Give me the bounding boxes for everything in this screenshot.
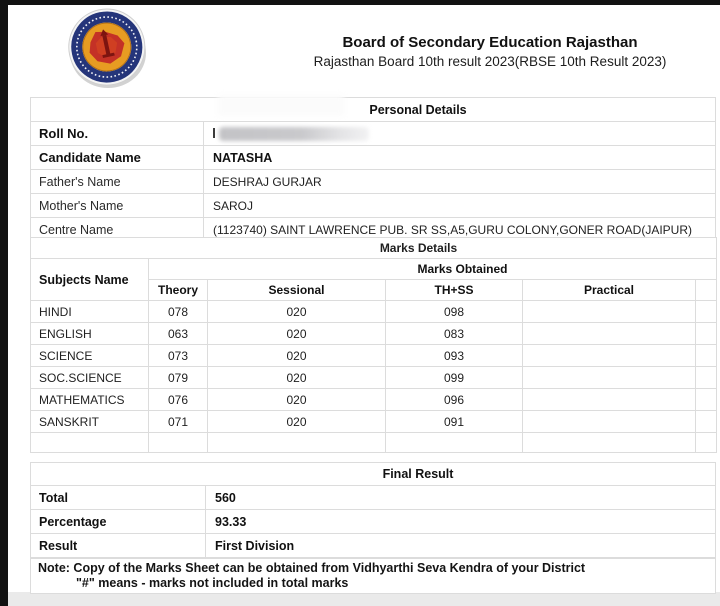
subject-cell: ENGLISH bbox=[31, 323, 149, 345]
personal-details-table bbox=[30, 97, 716, 242]
practical-cell bbox=[523, 345, 696, 367]
page-subtitle: Rajasthan Board 10th result 2023(RBSE 10th Result 2023) bbox=[313, 53, 667, 69]
spacer-cell bbox=[696, 345, 717, 367]
result-value: First Division bbox=[206, 534, 716, 558]
practical-cell bbox=[523, 433, 696, 453]
spacer-cell bbox=[696, 433, 717, 453]
theory-cell: 079 bbox=[149, 367, 208, 389]
table-row bbox=[31, 411, 717, 433]
th-ss-cell: 098 bbox=[386, 301, 523, 323]
th-ss-cell: 083 bbox=[386, 323, 523, 345]
table-row bbox=[31, 301, 717, 323]
table-row bbox=[31, 146, 716, 170]
sessional-cell bbox=[208, 433, 386, 453]
redaction-blur-box bbox=[219, 127, 369, 141]
personal-details-section-title: Personal Details bbox=[31, 98, 716, 122]
sessional-column-header: Sessional bbox=[208, 280, 386, 301]
empty-table-row bbox=[31, 433, 717, 453]
practical-cell bbox=[523, 389, 696, 411]
spacer-cell bbox=[696, 411, 717, 433]
final-result-table bbox=[30, 462, 716, 558]
bottom-background-strip bbox=[8, 592, 720, 606]
roll-no-label: Roll No. bbox=[31, 122, 204, 146]
marks-obtained-header: Marks Obtained bbox=[149, 259, 717, 280]
th-ss-column-header: TH+SS bbox=[386, 280, 523, 301]
practical-cell bbox=[523, 301, 696, 323]
subject-cell: SCIENCE bbox=[31, 345, 149, 367]
total-value: 560 bbox=[206, 486, 716, 510]
subject-cell: SOC.SCIENCE bbox=[31, 367, 149, 389]
redaction-mark bbox=[213, 128, 215, 138]
table-row bbox=[31, 323, 717, 345]
father-name-label: Father's Name bbox=[31, 170, 204, 194]
mother-name-value: SAROJ bbox=[204, 194, 716, 218]
table-row bbox=[31, 170, 716, 194]
final-result-section-title: Final Result bbox=[31, 463, 716, 486]
table-row bbox=[31, 534, 716, 558]
marks-details-section-title: Marks Details bbox=[31, 238, 717, 259]
subjects-name-header: Subjects Name bbox=[31, 259, 149, 301]
candidate-name-value: NATASHA bbox=[204, 146, 716, 170]
percentage-value: 93.33 bbox=[206, 510, 716, 534]
subject-cell: SANSKRIT bbox=[31, 411, 149, 433]
practical-cell bbox=[523, 411, 696, 433]
practical-cell bbox=[523, 323, 696, 345]
theory-column-header: Theory bbox=[149, 280, 208, 301]
result-label: Result bbox=[31, 534, 206, 558]
spacer-cell bbox=[696, 323, 717, 345]
note-box bbox=[30, 558, 716, 594]
candidate-name-label: Candidate Name bbox=[31, 146, 204, 170]
th-ss-cell: 096 bbox=[386, 389, 523, 411]
sessional-cell: 020 bbox=[208, 345, 386, 367]
practical-cell bbox=[523, 367, 696, 389]
table-row bbox=[31, 510, 716, 534]
practical-column-header: Practical bbox=[523, 280, 696, 301]
roll-no-value-redacted bbox=[204, 122, 716, 146]
theory-cell: 071 bbox=[149, 411, 208, 433]
redaction-smudge bbox=[218, 95, 344, 116]
table-row bbox=[31, 486, 716, 510]
centre-name-value: (1123740) SAINT LAWRENCE PUB. SR SS,A5,GURU COLONY,GONER ROAD(JAIPUR) bbox=[204, 218, 716, 242]
theory-cell: 076 bbox=[149, 389, 208, 411]
sessional-cell: 020 bbox=[208, 367, 386, 389]
page-title: Board of Secondary Education Rajasthan bbox=[342, 34, 638, 51]
subject-cell bbox=[31, 433, 149, 453]
marks-details-table bbox=[30, 237, 717, 453]
table-header-row bbox=[31, 259, 717, 280]
spacer-cell bbox=[696, 367, 717, 389]
father-name-value: DESHRAJ GURJAR bbox=[204, 170, 716, 194]
spacer-cell bbox=[696, 301, 717, 323]
theory-cell: 073 bbox=[149, 345, 208, 367]
table-row bbox=[31, 122, 716, 146]
note-line-1: Note: Copy of the Marks Sheet can be obtained from Vidhyarthi Seva Kendra of your District bbox=[38, 561, 586, 575]
subject-cell: MATHEMATICS bbox=[31, 389, 149, 411]
th-ss-cell: 091 bbox=[386, 411, 523, 433]
note-line-2: "#" means - marks not included in total marks bbox=[76, 576, 349, 590]
left-edge-bar bbox=[0, 0, 8, 606]
sessional-cell: 020 bbox=[208, 389, 386, 411]
subject-cell: HINDI bbox=[31, 301, 149, 323]
table-row bbox=[31, 194, 716, 218]
total-label: Total bbox=[31, 486, 206, 510]
th-ss-cell: 099 bbox=[386, 367, 523, 389]
sessional-cell: 020 bbox=[208, 323, 386, 345]
th-ss-cell: 093 bbox=[386, 345, 523, 367]
page-header bbox=[262, 34, 718, 71]
table-row bbox=[31, 367, 717, 389]
board-emblem-icon bbox=[64, 5, 150, 91]
centre-name-label: Centre Name bbox=[31, 218, 204, 242]
sessional-cell: 020 bbox=[208, 411, 386, 433]
table-row bbox=[31, 389, 717, 411]
mother-name-label: Mother's Name bbox=[31, 194, 204, 218]
percentage-label: Percentage bbox=[31, 510, 206, 534]
theory-cell bbox=[149, 433, 208, 453]
sessional-cell: 020 bbox=[208, 301, 386, 323]
theory-cell: 063 bbox=[149, 323, 208, 345]
spacer-cell bbox=[696, 389, 717, 411]
theory-cell: 078 bbox=[149, 301, 208, 323]
th-ss-cell bbox=[386, 433, 523, 453]
table-row bbox=[31, 345, 717, 367]
spacer-column-header bbox=[696, 280, 717, 301]
